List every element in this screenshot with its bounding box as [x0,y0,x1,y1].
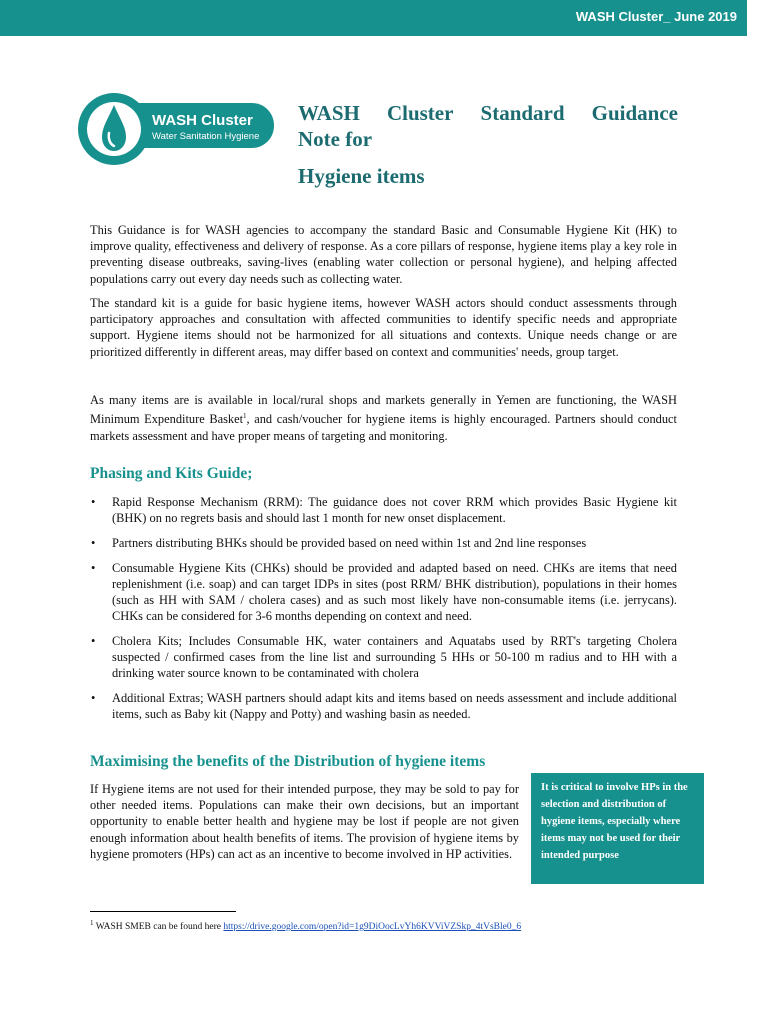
list-item-text: Additional Extras; WASH partners should adapt kits and items based on needs assessment and include additional items, such as Baby kit (Nappy and Potty) and washing basin as needed. [112,691,677,722]
logo-name: WASH Cluster [152,112,253,129]
list-item [90,494,677,526]
intro-p3-text-cont: , and cash/voucher for hygiene items is highly encouraged. Partners should conduct markets assessment and have proper means of targeting and monitoring. [90,412,677,443]
wash-cluster-logo [78,93,278,165]
intro-paragraph-2: The standard kit is a guide for basic hygiene items, however WASH actors should conduct assessments through participatory approaches and consultation with affected communities to identify specific needs and appropriate support. Hygiene items should not be harmonized for all situations and contexts. Unique needs change or are prioritized differently in different areas, may differ based on context and communities' needs, group target. [90,296,677,359]
footnote-divider [90,911,236,912]
title-line-2: Note for [298,127,373,151]
list-item [90,535,677,551]
intro-paragraph-1: This Guidance is for WASH agencies to accompany the standard Basic and Consumable Hygiene Kit (HK) to improve quality, effectiveness and delivery of response. As a core pillars of response, hygiene items play a key role in preventing disease outbreaks, saving-lives (enabling water collection or personal hygiene), and helping affected populations carry out every day needs such as collecting water. [90,223,677,286]
title-word: Guidance [591,101,678,125]
title-word: Cluster [386,101,454,125]
bullet-icon: • [91,633,96,648]
document-title [298,100,678,189]
intro-paragraph-3 [90,392,677,444]
maximising-heading: Maximising the benefits of the Distribution of hygiene items [90,753,486,770]
logo-subtitle: Water Sanitation Hygiene [152,131,260,142]
bullet-icon: • [91,535,96,550]
footnote [90,917,521,933]
bullet-icon: • [91,495,96,509]
title-line-1 [298,100,678,126]
title-word: Standard [480,101,565,125]
title-line-3: Hygiene items [298,164,425,188]
header-text: WASH Cluster_ June 2019 [575,9,737,24]
phasing-list [90,494,677,731]
bullet-icon: • [91,560,96,575]
list-item-text: Partners distributing BHKs should be provided based on need within 1st and 2nd line responses [112,535,587,550]
list-item-text: Cholera Kits; Includes Consumable HK, water containers and Aquatabs used by RRT's targeting Cholera suspected / confirmed cases from the line list and surrounding 5 HHs or 50-100 m radius and to HH with a drinking water source known to be contaminated with cholera [112,633,677,681]
title-word: WASH [298,101,360,125]
intro-p3-text: As many items are is available in local/rural shops and markets generally in Yemen are functioning, the WASH Minimum Expenditure Basket [90,393,677,427]
list-item [90,633,677,682]
bullet-icon: • [91,691,96,706]
footnote-link[interactable]: https://drive.google.com/open?id=1g9DiOocLvYh6KVViVZSkp_4tVsBle0_6 [223,922,522,933]
phasing-heading: Phasing and Kits Guide; [90,465,253,482]
list-item [90,560,677,625]
list-item-text: Consumable Hygiene Kits (CHKs) should be provided and adapted based on need. CHKs are items that need replenishment (i.e. soap) and can target IDPs in sites (post RRM/ BHK distribution), populations in their homes (such as HH with SAM / cholera cases) and as such most likely have non-consumable items (i.e. jerrycans). CHKs can be considered for 3-6 months depending on context and need. [112,560,677,624]
footnote-text: WASH SMEB can be found here [93,922,224,933]
maximising-paragraph: If Hygiene items are not used for their intended purpose, they may be sold to pay for other needed items. Populations can make their own decisions, but an important opportunity to enable better health and hygiene may be lost if people are not given enough information about health benefits of items. The provision of hygiene items by hygiene promoters (HPs) can act as an incentive to become involved in HP activities. [90,782,519,861]
list-item-text: Rapid Response Mechanism (RRM): The guidance does not cover RRM which provides Basic Hygiene kit (BHK) on no regrets basis and should last 1 month for new onset displacement. [112,495,677,526]
water-drop-icon [78,93,278,165]
list-item [90,690,677,722]
footnote-number: 1 [90,919,94,927]
callout-box: It is critical to involve HPs in the selection and distribution of hygiene items, especially where items may not be used for their intended purpose [531,773,704,884]
footnote-ref[interactable]: 1 [243,412,247,421]
header-bar [0,0,747,36]
